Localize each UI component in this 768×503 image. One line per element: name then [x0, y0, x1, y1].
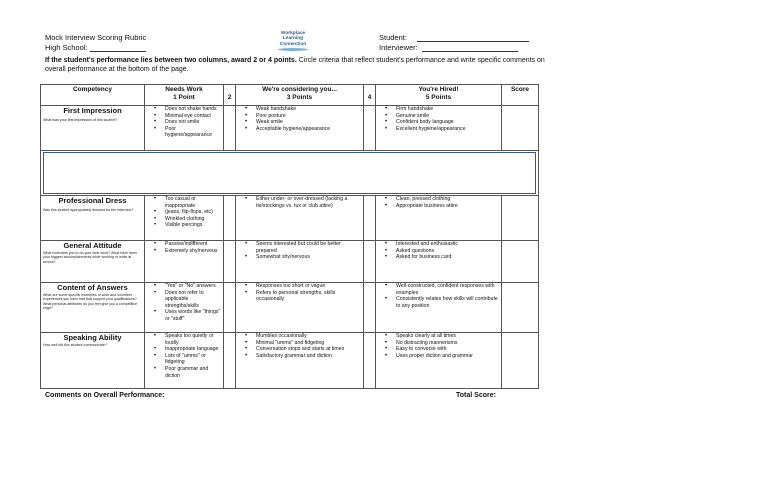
competency-question: How well did this student communicate? [43, 343, 107, 347]
competency-cell [41, 333, 145, 389]
criterion-item[interactable]: • Extremely shy/nervous [165, 248, 221, 255]
student-field[interactable] [379, 33, 529, 42]
total-score-label: Total Score: [456, 392, 496, 399]
needs-work-cell[interactable] [145, 241, 224, 283]
criterion-item[interactable]: • Lots of "umms" or fidgeting [165, 353, 221, 366]
competency-question: What are some specific examples of work and volunteer experiences you have had that support your qualifications? What personal attributes do you feel give you a competitive edge? [43, 293, 138, 310]
criterion-item[interactable]: • Weak handshake [256, 106, 361, 113]
competency-question: What motivates you to do your best work? What have been your biggest accomplishments while working or while at school? [43, 251, 138, 264]
criterion-item[interactable]: • Poor posture [256, 113, 361, 120]
comment-area-row [41, 151, 539, 196]
table-row [41, 333, 539, 389]
table-row [41, 196, 539, 241]
score-cell[interactable] [502, 106, 539, 151]
hired-cell[interactable] [376, 333, 502, 389]
hired-cell[interactable] [376, 283, 502, 333]
col-header-needs-work: Needs Work 1 Point [145, 85, 224, 106]
considering-cell[interactable] [236, 106, 364, 151]
interviewer-field[interactable] [379, 43, 518, 52]
considering-cell[interactable] [236, 241, 364, 283]
competency-name: Professional Dress [58, 196, 127, 205]
high-school-line[interactable] [90, 43, 146, 52]
criterion-item[interactable]: • Speaks clearly at all times [396, 333, 499, 340]
criterion-item[interactable]: • Does not refer to applicable strengths/skills [165, 290, 221, 310]
hired-cell[interactable] [376, 196, 502, 241]
four-point-cell[interactable] [364, 106, 376, 151]
criterion-item[interactable]: • "Yes" or "No" answers [165, 283, 221, 290]
criterion-item[interactable]: • Conversation stops and starts at times [256, 346, 361, 353]
table-header-row [41, 85, 539, 106]
criterion-item[interactable]: • No distracting mannerisms [396, 340, 499, 347]
hired-cell[interactable] [376, 241, 502, 283]
criterion-item[interactable]: • Confident body language [396, 119, 499, 126]
four-point-cell[interactable] [364, 283, 376, 333]
four-point-cell[interactable] [364, 196, 376, 241]
two-point-cell[interactable] [224, 241, 236, 283]
four-point-cell[interactable] [364, 333, 376, 389]
criterion-item[interactable]: • Consistently relates how skills will contribute to any position [396, 296, 499, 309]
score-cell[interactable] [502, 196, 539, 241]
col-header-2: 2 [224, 85, 236, 106]
criterion-item[interactable]: • Clean, pressed clothing [396, 196, 499, 203]
student-label: Student: [379, 33, 407, 42]
criterion-item[interactable]: • Somewhat shy/nervous [256, 254, 361, 261]
score-cell[interactable] [502, 333, 539, 389]
logo-line-1: Workplace [280, 31, 306, 36]
score-cell[interactable] [502, 283, 539, 333]
competency-name: First Impression [63, 106, 122, 115]
score-cell[interactable] [502, 241, 539, 283]
criterion-item[interactable]: • Minimal eye contact [165, 113, 221, 120]
criterion-item[interactable]: • Uses words like "things" or "stuff" [165, 309, 221, 322]
logo-swoosh [278, 48, 308, 51]
two-point-cell[interactable] [224, 196, 236, 241]
table-row [41, 106, 539, 151]
criterion-item[interactable]: • Uses proper diction and grammar [396, 353, 499, 360]
criterion-item[interactable]: • Wrinkled clothing [165, 216, 221, 223]
competency-name: General Attitude [63, 241, 122, 250]
criterion-item[interactable]: • Seems interested but could be better prepared [256, 241, 361, 254]
comment-area[interactable] [41, 151, 539, 196]
criterion-item[interactable]: • Speaks too quietly or loudly [165, 333, 221, 346]
competency-name: Content of Answers [57, 283, 128, 292]
criterion-item[interactable]: • Asked for business card [396, 254, 499, 261]
competency-cell [41, 241, 145, 283]
col-header-4: 4 [364, 85, 376, 106]
workplace-learning-connection-logo [274, 31, 312, 51]
rubric-title: Mock Interview Scoring Rubric [45, 33, 147, 42]
criterion-item[interactable]: • Minimal "umms" and fidgeting [256, 340, 361, 347]
two-point-cell[interactable] [224, 333, 236, 389]
criterion-item[interactable]: • Visible piercings [165, 222, 221, 229]
criterion-item[interactable]: • Asked questions [396, 248, 499, 255]
criterion-item[interactable]: • Appropriate business attire [396, 203, 499, 210]
high-school-field[interactable] [45, 43, 146, 52]
criterion-item[interactable]: • Either under- or over-dressed (lacking a tie/stockings vs. tux or club attire) [256, 196, 361, 209]
considering-cell[interactable] [236, 283, 364, 333]
student-line[interactable] [417, 33, 529, 42]
four-point-cell[interactable] [364, 241, 376, 283]
criterion-item[interactable]: • Genuine smile [396, 113, 499, 120]
interviewer-line[interactable] [422, 43, 518, 52]
criterion-item[interactable]: • Poor grammar and diction [165, 366, 221, 379]
competency-question: What was your first impression of this student? [43, 118, 118, 122]
needs-work-cell[interactable] [145, 196, 224, 241]
table-row [41, 241, 539, 283]
col-header-competency: Competency [41, 85, 145, 106]
table-row [41, 283, 539, 333]
criterion-item[interactable]: • Well-constructed, confident responses with examples [396, 283, 499, 296]
high-school-label: High School: [45, 43, 88, 52]
scoring-rubric-table [40, 84, 539, 389]
needs-work-cell[interactable] [145, 106, 224, 151]
comment-box[interactable] [43, 152, 536, 194]
two-point-cell[interactable] [224, 106, 236, 151]
criterion-item[interactable]: • Acceptable hygiene/appearance [256, 126, 361, 133]
criterion-item[interactable]: • (jeans, flip-flops, etc) [165, 209, 221, 216]
hired-cell[interactable] [376, 106, 502, 151]
criterion-item[interactable]: • Firm handshake [396, 106, 499, 113]
criterion-item[interactable]: • Does not smile [165, 119, 221, 126]
competency-cell [41, 283, 145, 333]
competency-question: Was this student appropriately dressed for the interview? [43, 208, 134, 212]
criterion-item[interactable]: • Responses too short or vague [256, 283, 361, 290]
criterion-item[interactable]: • Weak smile [256, 119, 361, 126]
criterion-item[interactable]: • Inappropriate language [165, 346, 221, 353]
col-header-score: Score [502, 85, 539, 106]
comments-label: Comments on Overall Performance: [45, 392, 165, 399]
criterion-item[interactable]: • Refers to personal strengths, skills occasionally [256, 290, 361, 303]
interviewer-label: Interviewer: [379, 43, 418, 52]
logo-line-2: Learning [282, 36, 304, 42]
criterion-item[interactable]: • Interested and enthusiastic [396, 241, 499, 248]
col-header-hired: You're Hired! 5 Points [376, 85, 502, 106]
criterion-item[interactable]: • Too casual or inappropriate [165, 196, 221, 209]
considering-cell[interactable] [236, 196, 364, 241]
competency-cell [41, 106, 145, 151]
competency-cell [41, 196, 145, 241]
col-header-considering: We're considering you... 3 Points [236, 85, 364, 106]
criterion-item[interactable]: • Excellent hygiene/appearance [396, 126, 499, 133]
two-point-cell[interactable] [224, 283, 236, 333]
instructions-bold: If the student's performance lies between two columns, award 2 or 4 points. [45, 57, 297, 64]
criterion-item[interactable]: • Mumbles occasionally [256, 333, 361, 340]
competency-name: Speaking Ability [63, 333, 122, 342]
logo-line-3: Connection [279, 41, 307, 47]
criterion-item[interactable]: • Poor hygiene/appearance [165, 126, 221, 139]
considering-cell[interactable] [236, 333, 364, 389]
criterion-item[interactable]: • Passive/indifferent [165, 241, 221, 248]
criterion-item[interactable]: • Satisfactory grammar and diction [256, 353, 361, 360]
criterion-item[interactable]: • Easy to converse with [396, 346, 499, 353]
needs-work-cell[interactable] [145, 283, 224, 333]
needs-work-cell[interactable] [145, 333, 224, 389]
instructions [45, 56, 545, 74]
criterion-item[interactable]: • Does not shake hands [165, 106, 221, 113]
instructions-text: Circle criteria that reflect student's performance and write specific comments on overall performance at the bottom of the page. [45, 57, 545, 73]
